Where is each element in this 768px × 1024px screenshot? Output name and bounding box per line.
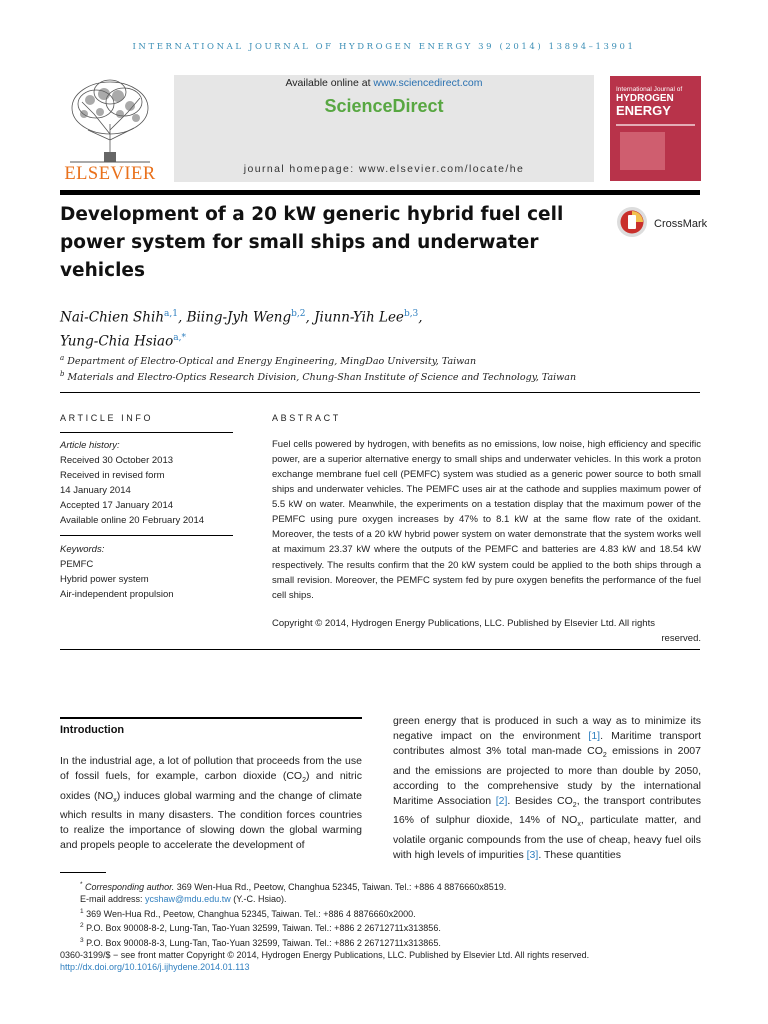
author-affil-mark[interactable]: a,*	[173, 332, 186, 343]
keyword-item: PEMFC	[60, 559, 94, 570]
footnote-1	[60, 906, 700, 921]
abstract-heading: ABSTRACT	[272, 413, 341, 423]
cover-title-line2: HYDROGEN	[616, 93, 674, 104]
article-info-body	[60, 438, 230, 602]
author-name[interactable]: Jiunn-Yih Lee	[314, 309, 404, 326]
email-after: (Y.-C. Hsiao).	[230, 893, 287, 904]
copyright-line1: Copyright © 2014, Hydrogen Energy Publications, LLC. Published by Elsevier Ltd. All rights	[272, 618, 655, 629]
keywords-rule	[60, 535, 233, 536]
cover-title-line3: ENERGY	[616, 103, 671, 118]
footnote-rule	[60, 872, 106, 873]
cover-divider	[616, 124, 695, 126]
author-name[interactable]: Nai-Chien Shih	[60, 309, 165, 326]
subscript: 2	[302, 777, 306, 785]
section-divider	[60, 392, 700, 393]
footnote-mark: 2	[80, 922, 84, 930]
issn-line: 0360-3199/$ − see front matter Copyright © 2014, Hydrogen Energy Publications, LLC. Published by Elsevier Ltd. All rights reserved.	[60, 949, 590, 960]
author-list	[60, 304, 520, 351]
author-sep: ,	[305, 309, 315, 326]
doi-link[interactable]: http://dx.doi.org/10.1016/j.ijhydene.2014.01.113	[60, 961, 250, 972]
article-info-rule	[60, 432, 233, 433]
affiliation-a	[60, 354, 476, 367]
footnote-mark: *	[80, 881, 83, 888]
intro-rule	[60, 717, 362, 719]
available-prefix: Available online at	[285, 77, 374, 89]
author-affil-mark[interactable]: a,1	[164, 309, 178, 319]
subscript: 2	[572, 802, 577, 810]
abstract-text: Fuel cells powered by hydrogen, with benefits as no emissions, low noise, high efficiency and specific power, are a superior alternative energy to small ships and underwater vehicles. In this work a proton exchange membrane fuel cell (PEMFC) system was studied as a generic power source to both small ships and underwater vehicles. The PEMFC uses air at the cathode and supplies maximum power of 5.5 kW on water. Meanwhile, the experiments on a testation display that the maximum power of the PEMFC using pure oxygen increases by 47% to 8.1 kW at the same flow rate of the oxidant. Moreover, the tests of a 20 kW hybrid power system on water demonstrate that the system works well at maximum 23.37 kW where the outputs of the PEMFC and batteries are 4.83 kW and 18.54 kW respectively. The results confirm that the 20 kW system could be applied to the both ships through a small revision. Moreover, the PEMFC system fed by pure oxygen benefits the performance of the fuel cell ships.	[272, 439, 701, 601]
affiliation-b	[60, 370, 576, 383]
crossmark-icon[interactable]	[616, 206, 648, 238]
affiliation-text: Department of Electro-Optical and Energy Engineering, MingDao University, Taiwan	[67, 356, 477, 368]
intro-text: In the industrial age, a lot of pollution that proceeds from the use of fossil fuels, for example, carbon dioxide (CO	[60, 755, 362, 783]
author-name[interactable]: Yung-Chia Hsiao	[60, 333, 174, 349]
header-rule	[60, 190, 700, 195]
footnote-mark: 1	[80, 907, 84, 915]
author-name[interactable]: Biing-Jyh Weng	[186, 309, 292, 326]
author-affil-mark[interactable]: b,2	[291, 309, 306, 319]
introduction-heading: Introduction	[60, 724, 125, 736]
section-divider	[60, 649, 700, 650]
affiliation-text: Materials and Electro-Optics Research Division, Chung-Shan Institute of Science and Technology, Taiwan	[67, 372, 577, 384]
corresponding-author-note	[60, 879, 700, 894]
sciencedirect-logo[interactable]: ScienceDirect	[324, 96, 444, 116]
history-item: Received 30 October 2013	[60, 455, 174, 466]
email-link[interactable]: ycshaw@mdu.edu.tw	[145, 893, 231, 904]
footnote-text: P.O. Box 90008-8-3, Lung-Tan, Tao-Yuan 32599, Taiwan. Tel.: +886 2 26712711x313865.	[83, 938, 441, 949]
cover-graphic	[620, 132, 665, 170]
footnote-mark: 3	[80, 937, 84, 945]
article-info-heading: ARTICLE INFO	[60, 413, 154, 423]
corresponding-label: Corresponding author.	[85, 882, 175, 892]
subscript: x	[577, 821, 581, 829]
subscript: 2	[602, 752, 607, 760]
intro-text: green energy that is produced in such a way as to minimize its negative impact on the environment	[393, 715, 701, 743]
intro-text: . Maritime transport contributes almost 3% total man-made CO	[393, 730, 701, 758]
available-online-text	[174, 77, 594, 89]
footnotes	[60, 879, 700, 974]
footnote-text: 369 Wen-Hua Rd., Peetow, Changhua 52345, Taiwan. Tel.: +886 4 8876660x2000.	[83, 908, 416, 919]
history-item: Accepted 17 January 2014	[60, 500, 174, 511]
running-head: INTERNATIONAL JOURNAL OF HYDROGEN ENERGY 39 (2014) 13894–13901	[132, 42, 636, 52]
author-sep: ,	[177, 309, 187, 326]
journal-cover-image	[610, 76, 701, 181]
keywords-label: Keywords:	[60, 544, 105, 555]
intro-text: , the transport contributes 16% of sulphur dioxide, 14% of NO	[393, 795, 702, 827]
copyright-line2: reserved.	[661, 633, 701, 644]
history-item: Received in revised form	[60, 470, 165, 481]
reference-link[interactable]: [2]	[495, 795, 508, 808]
intro-text: . These quantities	[538, 848, 622, 861]
intro-text: ) and nitric oxides (NO	[60, 770, 362, 802]
crossmark-label[interactable]: CrossMark	[654, 218, 708, 230]
intro-right-column	[393, 714, 701, 863]
corresponding-address: 369 Wen-Hua Rd., Peetow, Changhua 52345, Taiwan. Tel.: +886 4 8876660x8519.	[174, 882, 507, 892]
footnote-2	[60, 920, 700, 935]
keyword-item: Hybrid power system	[60, 574, 149, 585]
footnote-3	[60, 935, 700, 950]
journal-homepage-link[interactable]: journal homepage: www.elsevier.com/locate/he	[243, 163, 525, 175]
intro-text: , particulate matter, and volatile organic compounds from the use of cheap, heavy fuel oils with high levels of impurities	[393, 814, 701, 861]
intro-text: ) induces global warming and the change of climate which results in many disasters. The condition forces countries to realize the importance of slowing down the global warming and propels people to accelerate the development of	[60, 789, 363, 852]
elsevier-wordmark: ELSEVIER	[64, 164, 156, 184]
affiliation-mark: b	[60, 370, 65, 378]
history-label: Article history:	[60, 440, 120, 451]
author-sep: ,	[418, 309, 423, 326]
sciencedirect-banner	[174, 75, 594, 182]
cover-title-line1: International Journal of	[616, 86, 683, 93]
author-affil-mark[interactable]: b,3	[403, 309, 419, 319]
email-label: E-mail address:	[80, 893, 146, 904]
affiliation-mark: a	[60, 354, 65, 362]
intro-text: emissions in 2007 and the emissions are projected to more than double by 2050, according to the comprehensive study by the international Maritime Association	[393, 745, 701, 808]
reference-link[interactable]: [3]	[526, 848, 539, 861]
history-item: Available online 20 February 2014	[60, 515, 205, 526]
reference-link[interactable]: [1]	[588, 730, 601, 743]
article-title: Development of a 20 kW generic hybrid fuel cell power system for small ships and underwater vehicles	[60, 204, 564, 281]
intro-left-column	[60, 754, 362, 853]
abstract-copyright	[272, 616, 701, 646]
email-note	[60, 894, 700, 906]
sciencedirect-url-link[interactable]: www.sciencedirect.com	[373, 77, 483, 89]
history-item: 14 January 2014	[60, 485, 131, 496]
intro-text: . Besides CO	[507, 795, 573, 808]
keyword-item: Air-independent propulsion	[60, 589, 174, 600]
footnote-text: P.O. Box 90008-8-2, Lung-Tan, Tao-Yuan 32599, Taiwan. Tel.: +886 2 26712711x313856.	[83, 923, 441, 934]
subscript: x	[113, 796, 117, 804]
